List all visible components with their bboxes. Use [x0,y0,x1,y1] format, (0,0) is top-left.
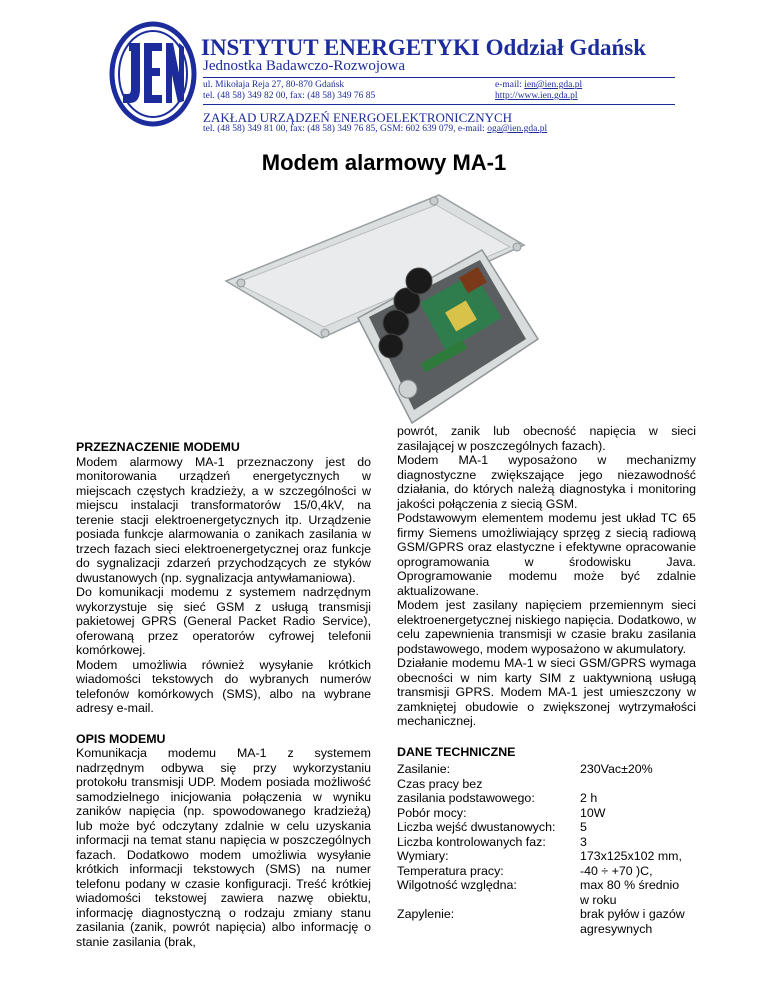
email-prefix: e-mail: [495,80,525,90]
contact-block [495,80,582,102]
modem-photo [224,193,540,426]
address-block [203,80,375,102]
website-link[interactable]: http://www.ien.gda.pl [495,91,578,101]
department-email-link[interactable]: oga@ien.gda.pl [487,124,548,134]
spec-row [397,835,685,850]
divider [203,77,675,78]
spec-label: Zapylenie: [397,907,455,921]
spec-value: w roku [580,892,617,907]
spec-row [397,849,685,864]
divider [203,104,675,105]
institute-title: INSTYTUT ENERGETYKI Oddział Gdańsk [201,35,647,60]
spec-label: Wilgotność względna: [397,878,517,892]
spec-label: Zasilanie: [397,762,451,776]
spec-row [397,820,685,835]
spec-label: zasilania podstawowego: [397,791,535,805]
spec-value: max 80 % średnio [580,878,680,892]
page-title: Modem alarmowy MA-1 [261,150,507,175]
spec-row [397,907,685,922]
spec-row [397,791,685,806]
spec-value: -40 ÷ +70 )C, [580,863,653,878]
spec-row [397,806,685,821]
spec-label: Wymiary: [397,849,449,863]
spec-row [397,922,685,937]
spec-value: 5 [580,820,587,834]
spec-label: Pobór mocy: [397,805,467,820]
paragraph: Modem umożliwia również wysyłanie krótkich wiadomości tekstowych do wybranych numerów telefonów komórkowych (SMS), albo na wybrane adresy e-mail. [76,657,371,715]
spec-value: 10W [580,805,606,820]
spec-row [397,893,685,908]
section-heading: PRZEZNACZENIE MODEMU [76,440,240,454]
paragraph: Do komunikacji modemu z systemem nadrzędnym wykorzystuje się sieć GSM z usługą transmisji pakietowej GPRS (General Packet Radio Service), oferowaną przez operatorów cyfrowej telefonii komórkowej. [76,585,371,657]
paragraph: Komunikacja modemu MA-1 z systemem nadrzędnym odbywa się przy wykorzystaniu protokołu transmisji UDP. Modem posiada możliwość samodzielnego inicjowania połączenia w wyniku zaników napięcia (np. spowodowanego kradzieżą) lub może być odczytany zdalnie w celu uzyskania informacji na temat stanu napięcia w poszczególnych fazach. Dodatkowo modem umożliwia wysyłanie krótkich informacji tekstowych (SMS) na numer telefonu podany w czasie konfiguracji. Treść krótkiej wiadomości tekstowej zawiera nazwę obiektu, informację diagnostyczną o rodzaju zmiany stanu zasilania (zanik, powrót napięcia) albo informację o stanie zasilania (brak, [76,746,371,949]
ien-logo [109,21,197,127]
spec-value [580,777,685,792]
spec-row [397,878,685,893]
spec-value: 230Vac±20% [580,762,653,776]
paragraph: Działanie modemu MA-1 w sieci GSM/GPRS wymaga obecności w nim karty SIM z uaktywnioną usługą transmisji GPRS. Modem MA-1 jest umieszczony w zamkniętej obudowie o zwiększonej wytrzymałości mechanicznej. [397,656,696,728]
spec-table [397,762,685,936]
spec-label: Temperatura pracy: [397,863,504,878]
spec-label: Liczba wejść dwustanowych: [397,820,556,834]
institute-subtitle: Jednostka Badawczo-Rozwojowa [203,58,406,74]
spec-label: Liczba kontrolowanych faz: [397,834,546,849]
paragraph: Modem jest zasilany napięciem przemiennym sieci elektroenergetycznej niskiego napięcia. Dodatkowo, w celu zapewnienia transmisji w czasie braku zasilania podstawowego, modem wyposażono w akumulatory. [397,598,696,656]
right-column [397,424,696,936]
spec-value: 173x125x102 mm, [580,849,682,863]
paragraph: powrót, zanik lub obecność napięcia w sieci zasilającej w poszczególnych fazach). [397,424,696,453]
spec-value: brak pyłów i gazów [580,907,685,921]
spec-row [397,762,685,777]
paragraph: Modem MA-1 wyposażono w mechanizmy diagnostyczne zwiększające jego niezawodność działania, do których należą diagnostyka i monitoring jakości połączenia z siecią GSM. [397,453,696,511]
spec-value: 2 h [580,791,598,805]
spec-value: 3 [580,834,587,849]
paragraph: Podstawowym elementem modemu jest układ TC 65 firmy Siemens umożliwiający sprzęg z siecią radiową GSM/GPRS oraz elastyczne i efektywne opracowanie oprogramowania w środowisku Java. Oprogramowanie modemu może być zdalnie aktualizowane. [397,511,696,598]
spec-label: Czas pracy bez [397,776,483,791]
spec-row [397,864,685,879]
department-name: ZAKŁAD URZĄDZEŃ ENERGOELEKTRONICZNYCH [203,110,513,125]
phone-line: tel. (48 58) 349 82 00, fax: (48 58) 349 76 85 [203,91,376,101]
email-link[interactable]: ien@ien.gda.pl [524,80,583,90]
department-contact [203,124,547,134]
spec-value: agresywnych [580,921,653,936]
paragraph: Modem alarmowy MA-1 przeznaczony jest do monitorowania urządzeń energetycznych w miejscach częstych kradzieży, a w szczególności w miejscu instalacji transformatorów 15/0,4kV, na terenie stacji elektroenergetycznych itp. Urządzenie posiada funkcje alarmowania o zanikach zasilania w trzech fazach sieci elektroenergetycznej oraz funkcje do sygnalizacji zdarzeń przychodzących ze styków dwustanowych (np. sygnalizacja antywłamaniowa). [76,454,371,585]
spec-row [397,777,685,792]
section-heading: DANE TECHNICZNE [397,744,516,759]
address-line: ul. Mikołaja Reja 27, 80-870 Gdańsk [203,80,345,90]
spec-label [397,893,580,908]
left-column [76,440,371,949]
section-heading: OPIS MODEMU [76,731,166,746]
spec-label [397,922,580,937]
department-contact-text: tel. (48 58) 349 81 00, fax: (48 58) 349 76 85, GSM: 602 639 079, e-mail: [203,124,488,134]
